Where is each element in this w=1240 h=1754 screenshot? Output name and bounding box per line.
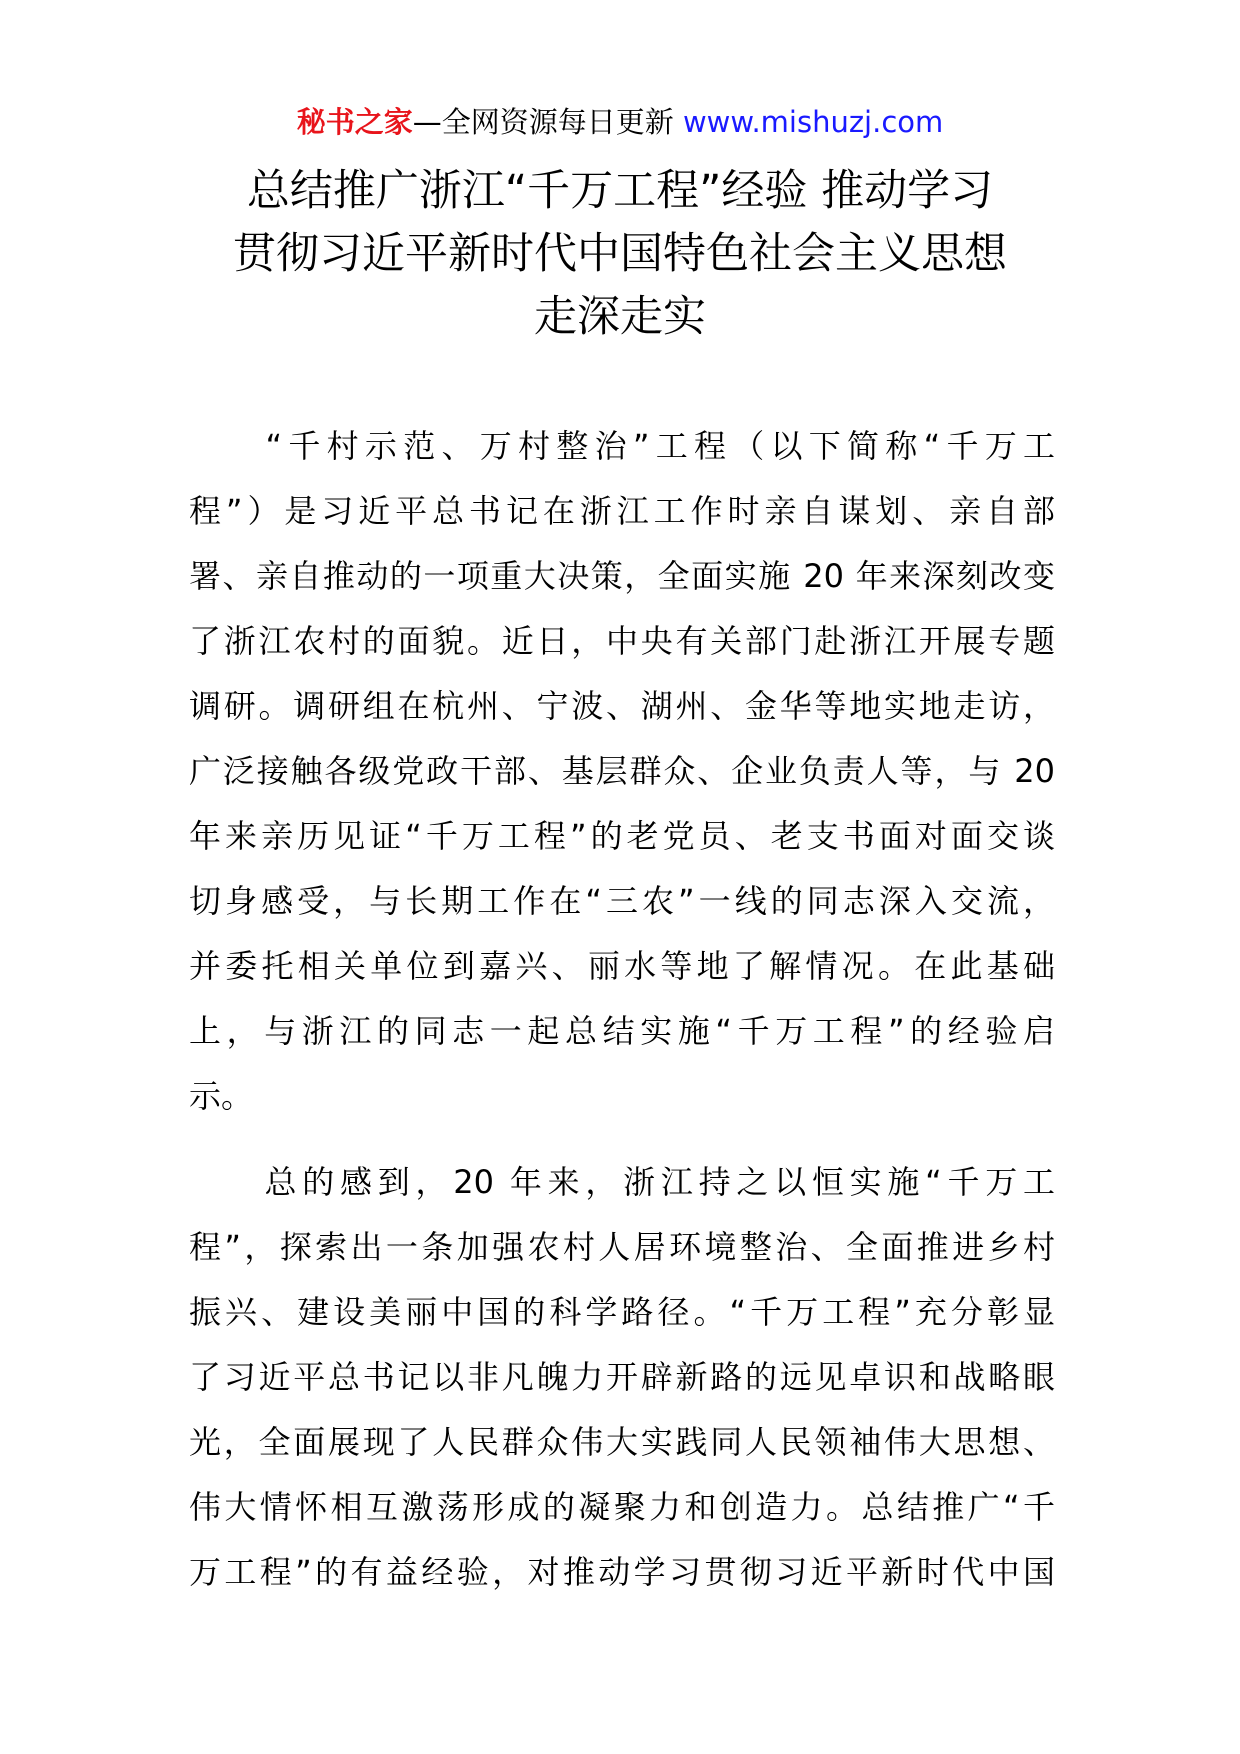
paragraph-line: 示。 [189,1077,254,1115]
paragraph-line: 程”，探索出一条加强农村人居环境整治、全面推进乡村 [189,1228,1055,1266]
paragraph-1 [189,414,1055,1129]
paragraph-2 [189,1150,1055,1605]
paragraph-line: 署、亲自推动的一项重大决策，全面实施 20 年来深刻改变 [189,557,1055,595]
paragraph-line: 了浙江农村的面貌。近日，中央有关部门赴浙江开展专题 [189,622,1055,660]
site-tagline: —全网资源每日更新 [412,105,683,139]
title-line: 走深走实 [534,292,706,342]
site-url-link[interactable]: www.mishuzj.com [682,105,944,139]
paragraph-line: 了习近平总书记以非凡魄力开辟新路的远见卓识和战略眼 [189,1358,1055,1396]
document-body [189,414,1055,1605]
paragraph-line: 广泛接触各级党政干部、基层群众、企业负责人等，与 20 [189,752,1055,790]
paragraph-line: 万工程”的有益经验，对推动学习贯彻习近平新时代中国 [189,1553,1055,1591]
paragraph-line: 程”）是习近平总书记在浙江工作时亲自谋划、亲自部 [189,492,1055,530]
site-brand: 秘书之家 [296,105,413,139]
document-title [190,160,1050,349]
paragraph-line: 光，全面展现了人民群众伟大实践同人民领袖伟大思想、 [189,1423,1055,1461]
paragraph-line: 并委托相关单位到嘉兴、丽水等地了解情况。在此基础 [189,947,1055,985]
title-line: 总结推广浙江“千万工程”经验 推动学习 [246,166,994,216]
paragraph-line: 上，与浙江的同志一起总结实施“千万工程”的经验启 [189,1012,1055,1050]
paragraph-line: 年来亲历见证“千万工程”的老党员、老支书面对面交谈 [189,817,1055,855]
paragraph-line: 总的感到，20 年来，浙江持之以恒实施“千万工 [189,1163,1055,1201]
paragraph-spacer [189,1129,1055,1150]
site-header [0,102,1240,142]
paragraph-line: 调研。调研组在杭州、宁波、湖州、金华等地实地走访， [189,687,1055,725]
paragraph-line: 伟大情怀相互激荡形成的凝聚力和创造力。总结推广“千 [189,1488,1055,1526]
paragraph-line: “千村示范、万村整治”工程（以下简称“千万工 [189,427,1055,465]
paragraph-line: 切身感受，与长期工作在“三农”一线的同志深入交流， [189,882,1055,920]
paragraph-line: 振兴、建设美丽中国的科学路径。“千万工程”充分彰显 [189,1293,1055,1331]
title-line: 贯彻习近平新时代中国特色社会主义思想 [233,229,1007,279]
